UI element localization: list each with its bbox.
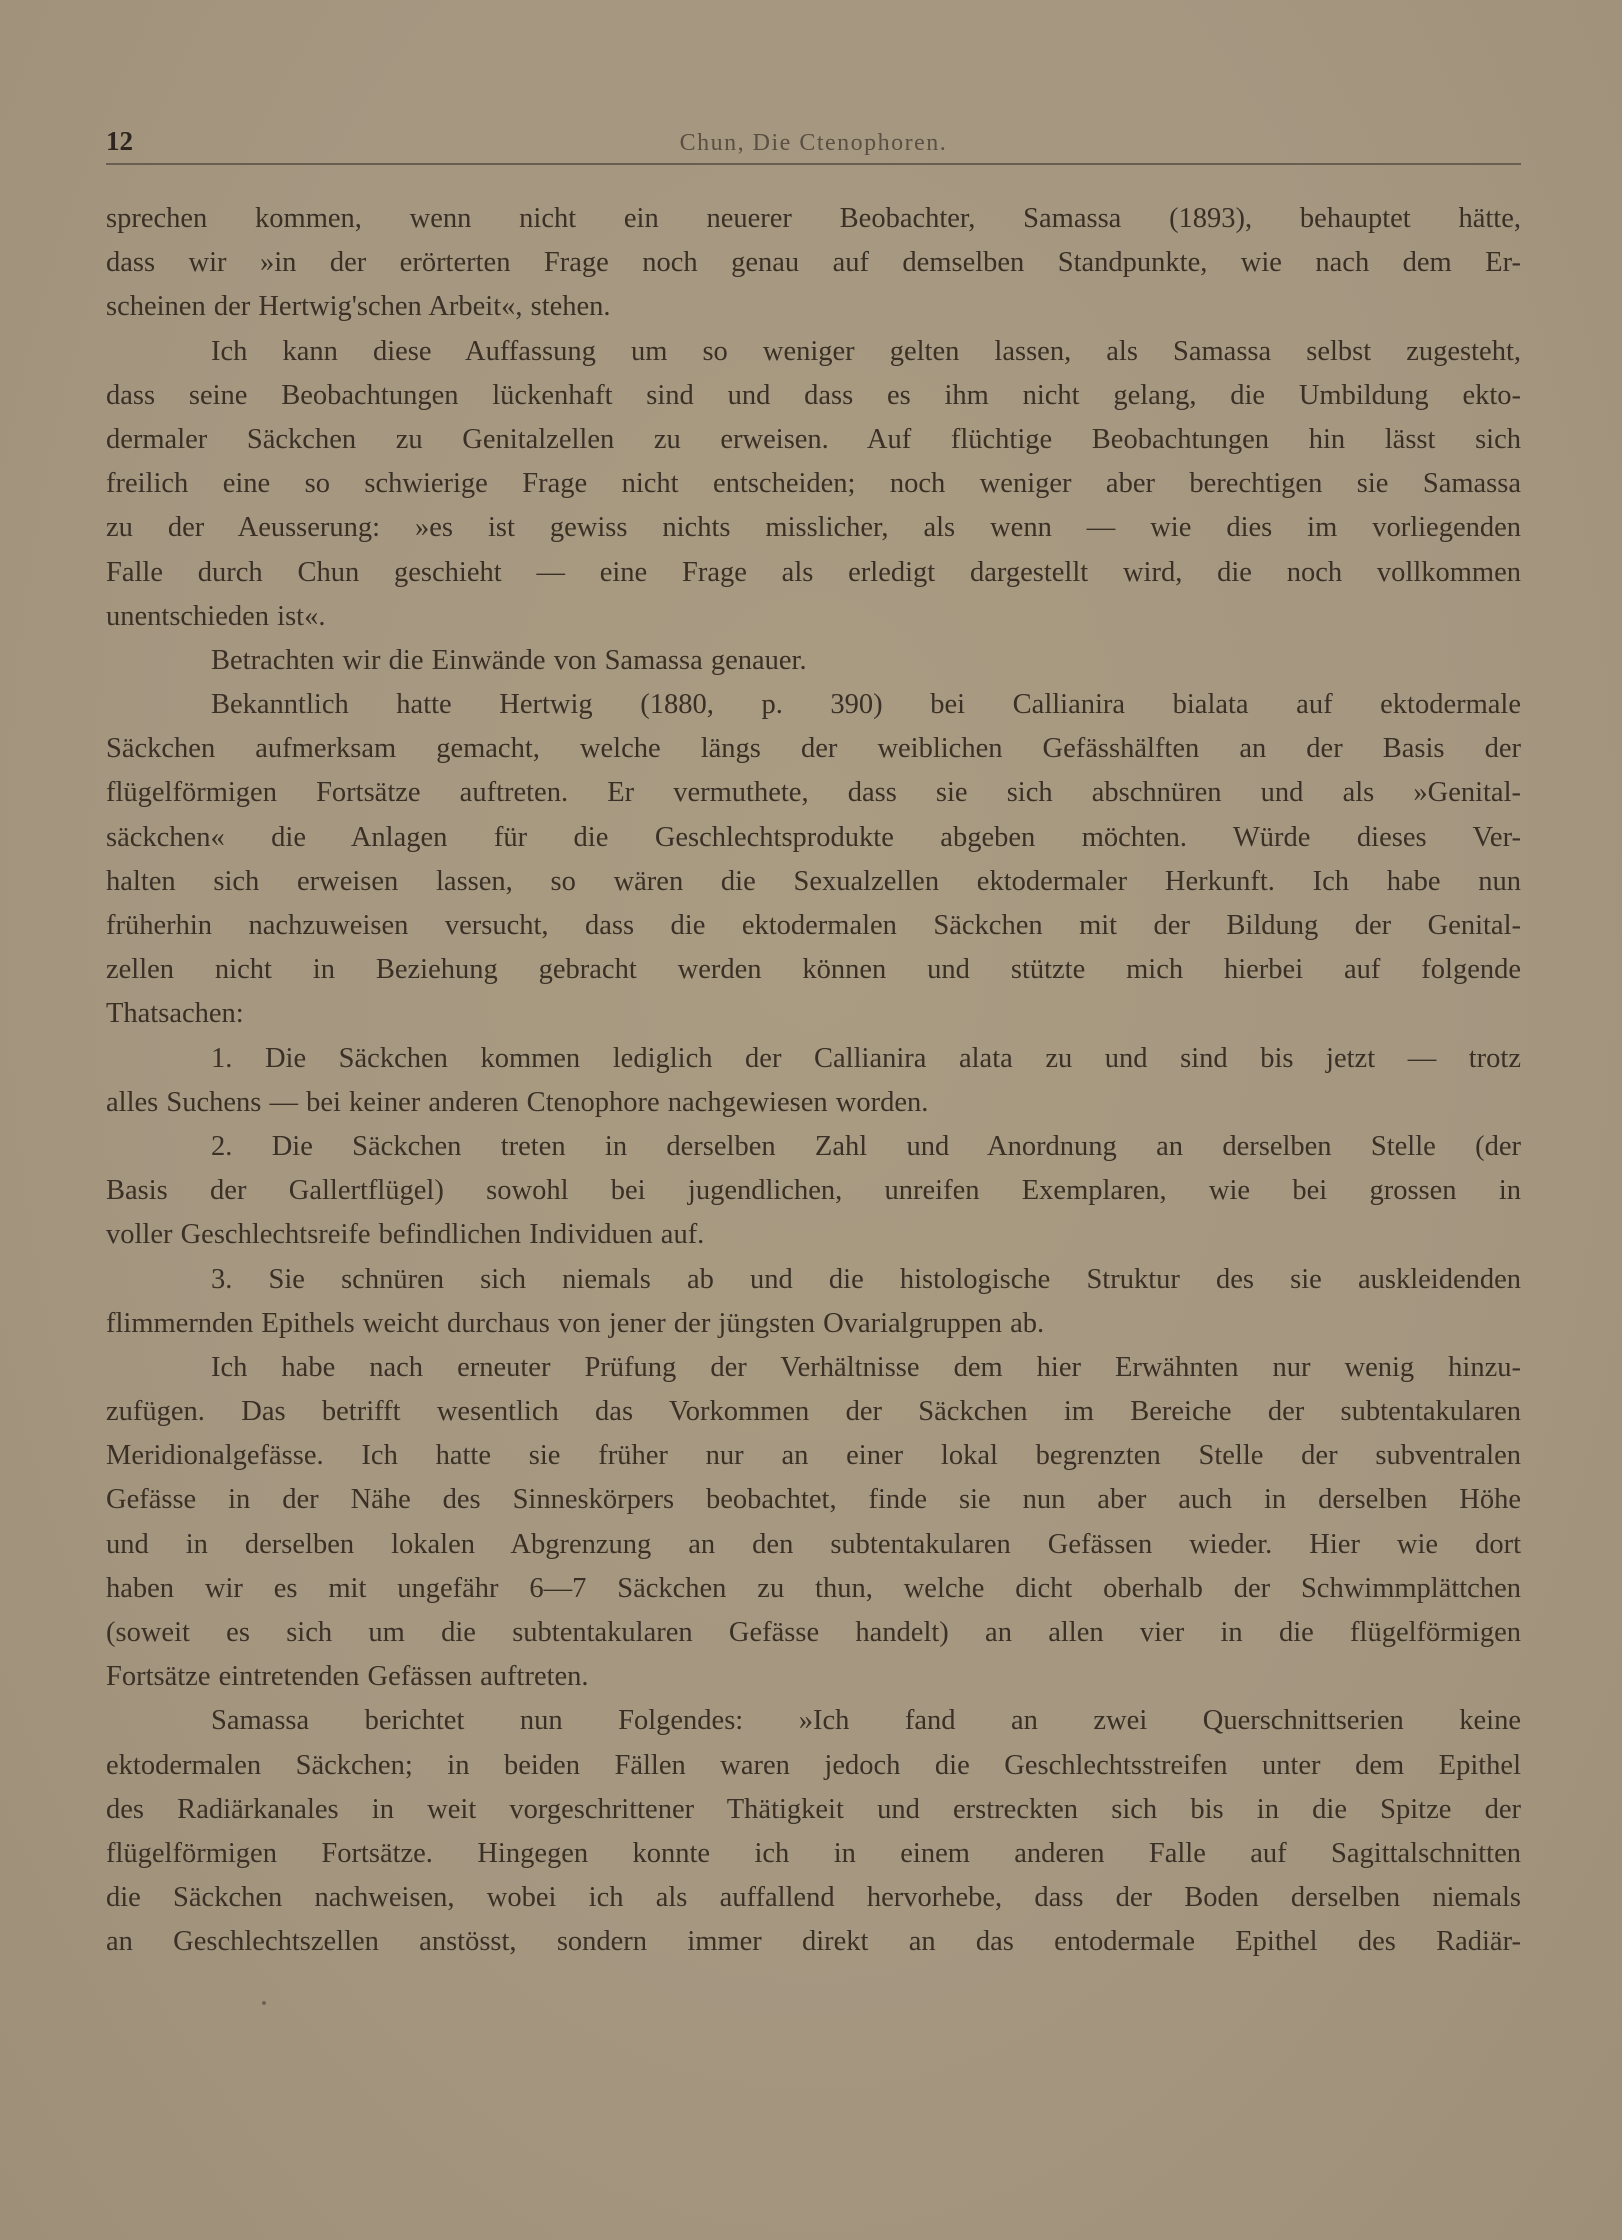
text-line: dass seine Beobachtungen lückenhaft sind und dass es ihm nicht gelang, die Umbildung ekto- bbox=[106, 379, 1521, 411]
text-line: freilich eine so schwierige Frage nicht entscheiden; noch weniger aber berechtigen sie Samassa bbox=[106, 468, 1521, 500]
text-line: zufügen. Das betrifft wesentlich das Vorkommen der Säckchen im Bereiche der subtentakularen bbox=[106, 1396, 1521, 1428]
page-header bbox=[106, 122, 1521, 166]
text-line: Basis der Gallertflügel) sowohl bei jugendlichen, unreifen Exemplaren, wie bei grossen in bbox=[106, 1175, 1521, 1207]
paper-speck bbox=[262, 2001, 266, 2005]
text-line: Fortsätze eintretenden Gefässen auftreten. bbox=[106, 1661, 589, 1693]
text-line: zellen nicht in Beziehung gebracht werden können und stützte mich hierbei auf folgende bbox=[106, 954, 1521, 986]
text-line: flimmernden Epithels weicht durchaus von jener der jüngsten Ovarialgruppen ab. bbox=[106, 1307, 1045, 1339]
text-line: Ich habe nach erneuter Prüfung der Verhältnisse dem hier Erwähnten nur wenig hinzu- bbox=[211, 1351, 1521, 1383]
text-line: Meridionalgefässe. Ich hatte sie früher nur an einer lokal begrenzten Stelle der subventralen bbox=[106, 1440, 1521, 1472]
running-title: Chun, Die Ctenophoren. bbox=[679, 130, 948, 156]
text-line: Falle durch Chun geschieht — eine Frage als erledigt dargestellt wird, die noch vollkommen bbox=[106, 556, 1521, 588]
body-text bbox=[106, 197, 1521, 1965]
text-line: 2. Die Säckchen treten in derselben Zahl und Anordnung an derselben Stelle (der bbox=[211, 1130, 1521, 1162]
text-line: des Radiärkanales in weit vorgeschrittener Thätigkeit und erstreckten sich bis in die Spitze der bbox=[106, 1793, 1521, 1825]
text-line: Thatsachen: bbox=[106, 998, 244, 1030]
header-rule bbox=[106, 163, 1521, 165]
text-line: haben wir es mit ungefähr 6—7 Säckchen zu thun, welche dicht oberhalb der Schwimmplättchen bbox=[106, 1572, 1521, 1604]
page-number: 12 bbox=[106, 126, 133, 156]
text-line: flügelförmigen Fortsätze auftreten. Er vermuthete, dass sie sich abschnüren und als »Genital- bbox=[106, 777, 1521, 809]
text-line: halten sich erweisen lassen, so wären die Sexualzellen ektodermaler Herkunft. Ich habe nun bbox=[106, 865, 1521, 897]
text-line: säckchen« die Anlagen für die Geschlechtsprodukte abgeben möchten. Würde dieses Ver- bbox=[106, 821, 1521, 853]
text-line: zu der Aeusserung: »es ist gewiss nichts misslicher, als wenn — wie dies im vorliegenden bbox=[106, 512, 1521, 544]
text-line: Säckchen aufmerksam gemacht, welche längs der weiblichen Gefässhälften an der Basis der bbox=[106, 733, 1521, 765]
text-line: scheinen der Hertwig'schen Arbeit«, stehen. bbox=[106, 291, 611, 323]
text-line: (soweit es sich um die subtentakularen Gefässe handelt) an allen vier in die flügelförmigen bbox=[106, 1617, 1521, 1648]
text-line: ektodermalen Säckchen; in beiden Fällen waren jedoch die Geschlechtsstreifen unter dem Epithel bbox=[106, 1749, 1521, 1781]
text-line: 1. Die Säckchen kommen lediglich der Callianira alata zu und sind bis jetzt — trotz bbox=[211, 1042, 1521, 1074]
text-line: 3. Sie schnüren sich niemals ab und die histologische Struktur des sie auskleidenden bbox=[211, 1263, 1521, 1295]
text-line: früherhin nachzuweisen versucht, dass die ektodermalen Säckchen mit der Bildung der Genital- bbox=[106, 910, 1521, 941]
text-line: voller Geschlechtsreife befindlichen Individuen auf. bbox=[106, 1219, 705, 1251]
text-line: Samassa berichtet nun Folgendes: »Ich fand an zwei Querschnittserien keine bbox=[211, 1705, 1521, 1737]
text-line: Betrachten wir die Einwände von Samassa genauer. bbox=[211, 644, 807, 676]
text-line: Ich kann diese Auffassung um so weniger gelten lassen, als Samassa selbst zugesteht, bbox=[211, 335, 1521, 367]
text-line: die Säckchen nachweisen, wobei ich als auffallend hervorhebe, dass der Boden derselben niemals bbox=[106, 1882, 1521, 1914]
text-line: alles Suchens — bei keiner anderen Ctenophore nachgewiesen worden. bbox=[106, 1086, 929, 1118]
text-line: dermaler Säckchen zu Genitalzellen zu erweisen. Auf flüchtige Beobachtungen hin lässt sich bbox=[106, 423, 1521, 455]
text-line: Gefässe in der Nähe des Sinneskörpers beobachtet, finde sie nun aber auch in derselben Höhe bbox=[106, 1484, 1521, 1516]
text-line: an Geschlechtszellen anstösst, sondern immer direkt an das entodermale Epithel des Radiär- bbox=[106, 1926, 1521, 1958]
text-line: unentschieden ist«. bbox=[106, 600, 326, 632]
text-line: und in derselben lokalen Abgrenzung an den subtentakularen Gefässen wieder. Hier wie dort bbox=[106, 1528, 1521, 1560]
text-line: dass wir »in der erörterten Frage noch genau auf demselben Standpunkte, wie nach dem Er- bbox=[106, 247, 1521, 279]
text-line: sprechen kommen, wenn nicht ein neuerer Beobachter, Samassa (1893), behauptet hätte, bbox=[106, 203, 1521, 234]
text-line: Bekanntlich hatte Hertwig (1880, p. 390) bei Callianira bialata auf ektodermale bbox=[211, 689, 1521, 721]
text-line: flügelförmigen Fortsätze. Hingegen konnte ich in einem anderen Falle auf Sagittalschnitten bbox=[106, 1837, 1521, 1869]
